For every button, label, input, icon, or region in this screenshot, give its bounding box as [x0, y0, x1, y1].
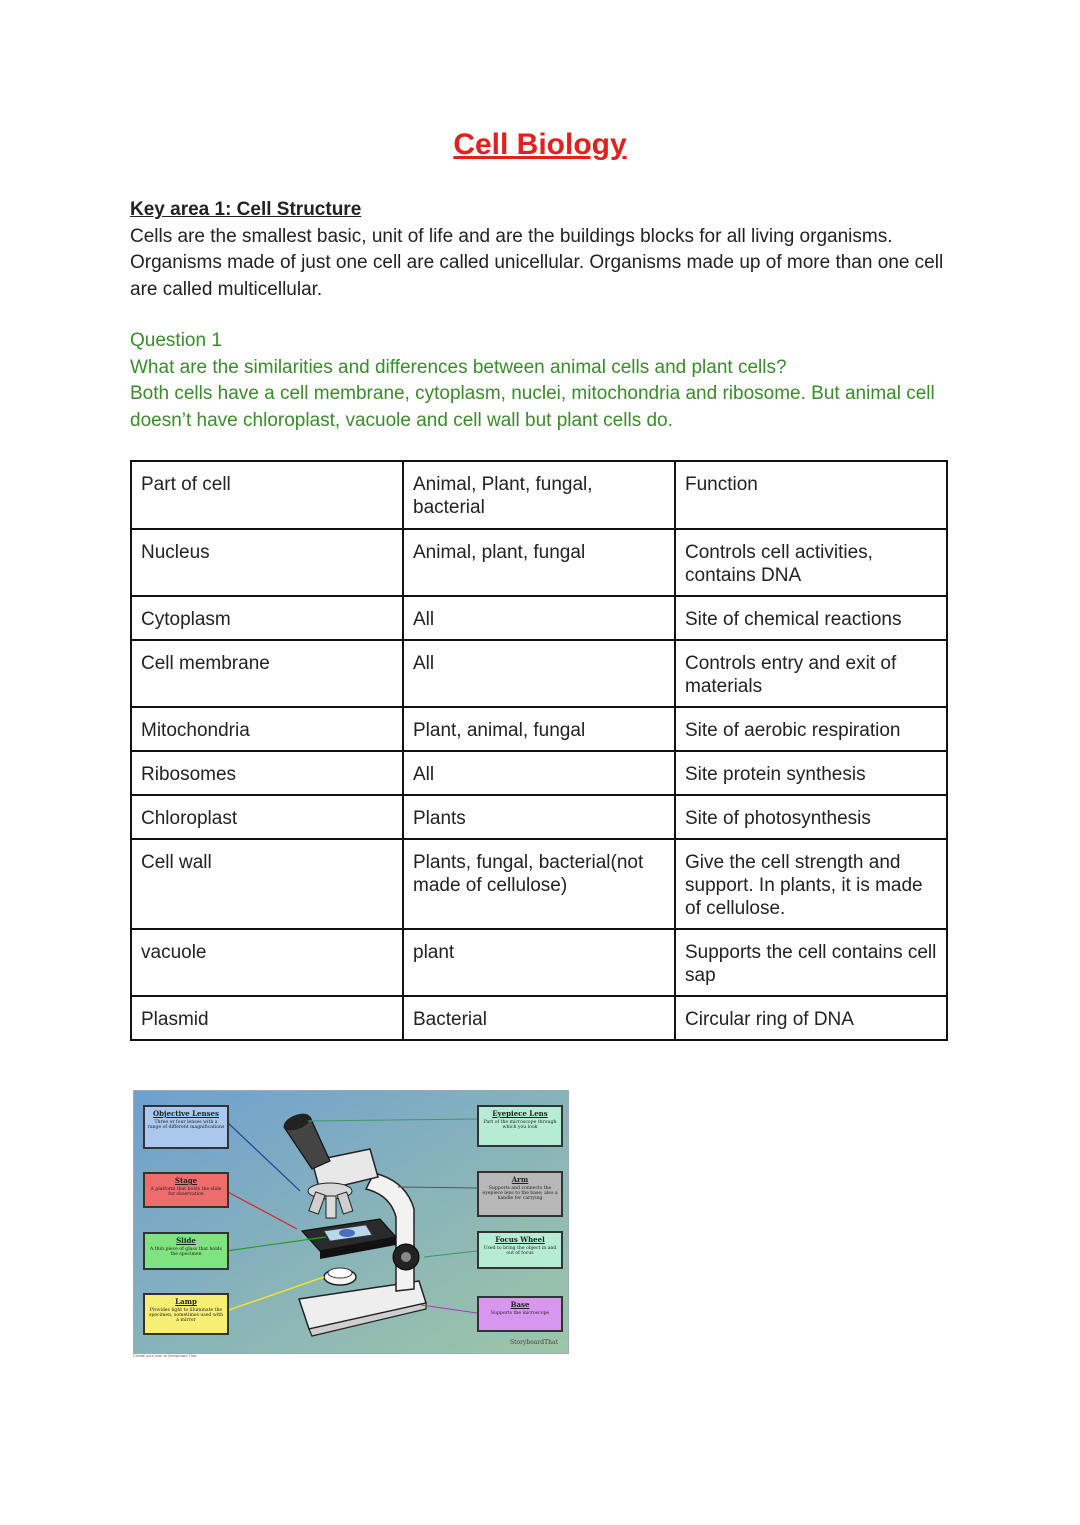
arm-desc: Supports and connects the eyepiece lens to the base; also a handle for carrying — [482, 1186, 558, 1201]
table-cell: Plants — [403, 795, 675, 839]
stage-label — [143, 1172, 229, 1208]
table-row — [131, 529, 947, 596]
table-cell: Supports the cell contains cell sap — [675, 929, 947, 996]
table-header-cell: Function — [675, 461, 947, 529]
key-area-heading: Key area 1: Cell Structure — [130, 199, 362, 220]
table-row — [131, 929, 947, 996]
objective-lenses-desc: Three or four lenses with a range of different magnifications — [147, 1120, 225, 1130]
question-prompt: What are the similarities and differences between animal cells and plant cells? — [130, 356, 787, 378]
table-cell: Cell wall — [131, 839, 403, 929]
lamp-title: Lamp — [175, 1297, 197, 1306]
focus-wheel-title: Focus Wheel — [495, 1235, 545, 1244]
table-cell: Plants, fungal, bacterial(not made of cellulose) — [403, 839, 675, 929]
table-cell: Site of aerobic respiration — [675, 707, 947, 751]
table-cell: plant — [403, 929, 675, 996]
table-cell: Ribosomes — [131, 751, 403, 795]
table-row — [131, 640, 947, 707]
slide-desc: A thin piece of glass that holds the specimen — [150, 1247, 222, 1257]
table-cell: All — [403, 751, 675, 795]
table-cell: Bacterial — [403, 996, 675, 1040]
table-cell: Cytoplasm — [131, 596, 403, 640]
table-row — [131, 996, 947, 1040]
focus-wheel-desc: Used to bring the object in and out of focus — [483, 1246, 557, 1256]
table-cell: Animal, plant, fungal — [403, 529, 675, 596]
page-title: Cell Biology — [453, 128, 627, 161]
cell-parts-table — [130, 460, 948, 1041]
table-cell: Controls entry and exit of materials — [675, 640, 947, 707]
table-row — [131, 707, 947, 751]
question-section — [130, 328, 960, 434]
stage-desc: A platform that holds the slide for observation — [150, 1187, 222, 1197]
table-cell: Plant, animal, fungal — [403, 707, 675, 751]
table-cell: Cell membrane — [131, 640, 403, 707]
slide-label — [143, 1232, 229, 1270]
table-cell: Mitochondria — [131, 707, 403, 751]
eyepiece-lens-label — [477, 1105, 563, 1147]
table-cell: Site of photosynthesis — [675, 795, 947, 839]
table-row — [131, 751, 947, 795]
microscope-diagram — [133, 1090, 569, 1354]
question-answer: Both cells have a cell membrane, cytoplasm, nuclei, mitochondria and ribosome. But animal cell doesn’t have chloroplast, vacuole and cell wall but plant cells do. — [130, 383, 935, 431]
key-area-section — [130, 197, 960, 303]
slide-title: Slide — [176, 1236, 196, 1245]
table-cell: Plasmid — [131, 996, 403, 1040]
objective-lenses-title: Objective Lenses — [153, 1109, 219, 1118]
table-header-cell: Part of cell — [131, 461, 403, 529]
table-row — [131, 839, 947, 929]
table-cell: Nucleus — [131, 529, 403, 596]
base-desc: Supports the microscope — [490, 1311, 550, 1316]
table-cell: Chloroplast — [131, 795, 403, 839]
table-cell: Site of chemical reactions — [675, 596, 947, 640]
eyepiece-lens-desc: Part of the microscope through which you look — [483, 1120, 557, 1130]
table-cell: All — [403, 596, 675, 640]
stage-title: Stage — [174, 1176, 198, 1185]
arm-label — [477, 1171, 563, 1217]
lamp-desc: Provides light to illuminate the specimen, sometimes used with a mirror — [148, 1308, 224, 1323]
key-area-text: Cells are the smallest basic, unit of life and are the buildings blocks for all living organisms. Organisms made of just one cell are called unicellular. Organisms made up of more than one cell are called multicellular. — [130, 225, 944, 300]
table-cell: Give the cell strength and support. In plants, it is made of cellulose. — [675, 839, 947, 929]
question-label: Question 1 — [130, 330, 222, 351]
base-label — [477, 1296, 563, 1332]
table-cell: Site protein synthesis — [675, 751, 947, 795]
focus-wheel-label — [477, 1231, 563, 1269]
base-title: Base — [510, 1300, 530, 1309]
diagram-credit: Create your own at Storyboard That — [133, 1353, 197, 1358]
storyboard-watermark: StoryboardThat — [510, 1339, 558, 1346]
eyepiece-lens-title: Eyepiece Lens — [492, 1109, 548, 1118]
arm-title: Arm — [511, 1175, 529, 1184]
table-header-cell: Animal, Plant, fungal, bacterial — [403, 461, 675, 529]
objective-lenses-label — [143, 1105, 229, 1149]
table-cell: Circular ring of DNA — [675, 996, 947, 1040]
table-cell: All — [403, 640, 675, 707]
table-row — [131, 596, 947, 640]
table-header-row — [131, 461, 947, 529]
table-row — [131, 795, 947, 839]
lamp-label — [143, 1293, 229, 1335]
table-cell: vacuole — [131, 929, 403, 996]
table-cell: Controls cell activities, contains DNA — [675, 529, 947, 596]
